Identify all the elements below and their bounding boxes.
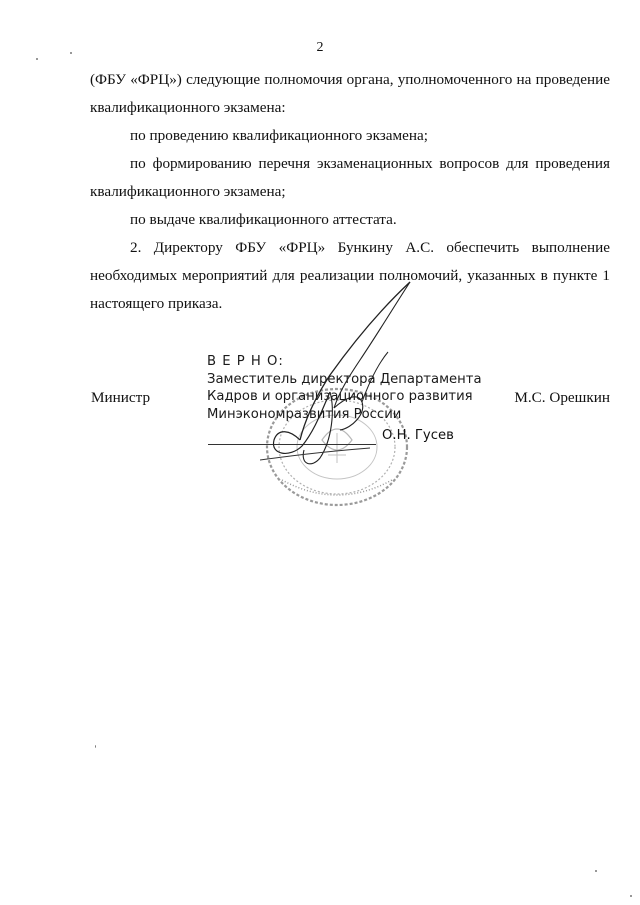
scan-speck xyxy=(595,870,597,872)
paragraph-line: необходимых мероприятий для реализации полномочий, указанных в пункте 1 xyxy=(90,267,610,284)
paragraph-line: квалификационного экзамена: xyxy=(90,99,286,116)
handwritten-signature-image xyxy=(260,280,430,470)
scan-speck xyxy=(36,58,38,60)
paragraph-continuation xyxy=(90,66,610,122)
page-number: 2 xyxy=(316,40,324,55)
stamp-line: Минэкономразвития России xyxy=(207,406,402,422)
verified-label: В Е Р Н О: xyxy=(207,354,284,369)
paragraph-line: настоящего приказа. xyxy=(90,295,223,312)
scan-speck xyxy=(95,745,96,748)
scan-speck xyxy=(70,52,72,54)
minister-name: М.С. Орешкин xyxy=(514,389,610,406)
position-title: Министр xyxy=(91,389,151,406)
paragraph-line: квалификационного экзамена; xyxy=(90,183,286,200)
paragraph-item-certificate: по выдаче квалификационного аттестата. xyxy=(130,211,397,228)
paragraph-line: 2. Директору ФБУ «ФРЦ» Бункину А.С. обеспечить выполнение xyxy=(130,239,610,256)
paragraph-line: (ФБУ «ФРЦ») следующие полномочия органа, уполномоченного на проведение xyxy=(90,71,610,88)
stamp-line: Кадров и организационного развития xyxy=(207,389,473,404)
paragraph-item-exam: по проведению квалификационного экзамена; xyxy=(130,127,428,144)
scan-speck xyxy=(630,895,632,897)
stamp-signer-name: О.Н. Гусев xyxy=(382,428,454,443)
paragraph-item-questions xyxy=(90,150,610,206)
stamp-line: Заместитель директора Департамента xyxy=(207,371,482,387)
paragraph-line: по формированию перечня экзаменационных вопросов для проведения xyxy=(130,155,610,172)
